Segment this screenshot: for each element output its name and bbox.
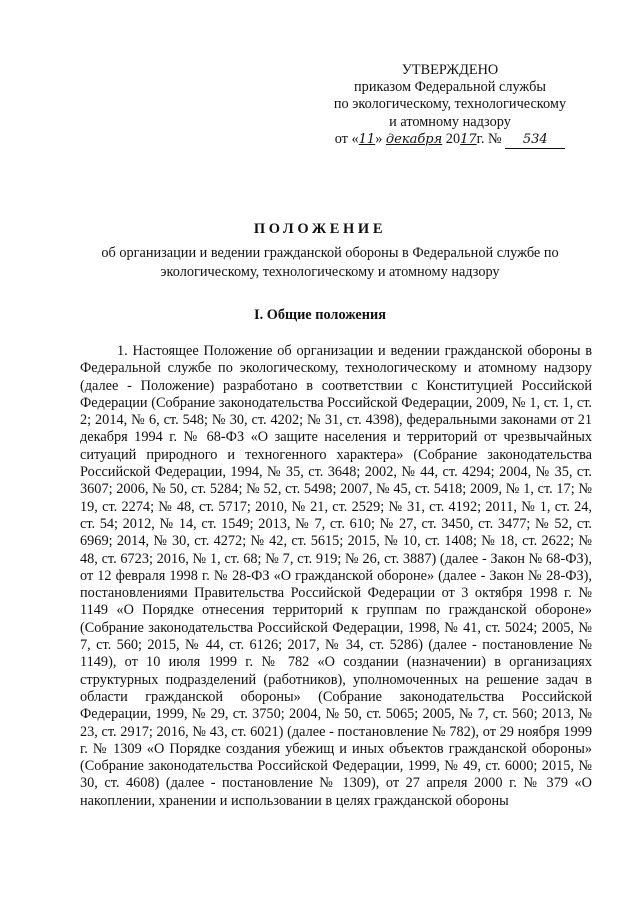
document-subtitle: об организации и ведении гражданской обороны в Федеральной службе по экологическому, технологическому и атомному надзору xyxy=(101,245,559,280)
approval-line-3: и атомному надзору xyxy=(389,113,511,130)
handwritten-year: 17 xyxy=(460,131,477,147)
date-mid: » xyxy=(375,130,386,147)
approval-date-line xyxy=(300,131,600,149)
date-prefix: от « xyxy=(334,130,359,147)
paragraph-1: 1. Настоящее Положение об организации и ведении гражданской обороны в Федеральной службе по экологическому, технологическому и атомному надзору (далее - Положение) разработано в соответствии с Конституцией Российской Федерации (Собрание законодательства Российской Федерации, 2009, № 1, ст. 1, ст. 2; 2014, № 6, ст. 548; № 30, ст. 4202; № 31, ст. 4398), федеральными законами от 21 декабря 1994 г. № 68-ФЗ «О защите населения и территорий от чрезвычайных ситуаций природного и техногенного характера» (Собрание законодательства Российской Федерации, 1994, № 35, ст. 3648; 2002, № 44, ст. 4294; 2004, № 35, ст. 3607; 2006, № 50, ст. 5284; № 52, ст. 5498; 2007, № 45, ст. 5418; 2009, № 1, ст. 17; № 19, ст. 2274; № 48, ст. 5717; 2010, № 21, ст. 2529; № 31, ст. 4192; 2011, № 1, ст. 24, ст. 54; 2012, № 14, ст. 1549; 2013, № 7, ст. 610; № 27, ст. 3450, ст. 3477; № 52, ст. 6969; 2014, № 30, ст. 4272; № 42, ст. 5615; 2015, № 10, ст. 1408; № 18, ст. 2622; № 48, ст. 6723; 2016, № 1, ст. 68; № 7, ст. 919; № 26, ст. 3887) (далее - Закон № 68-ФЗ), от 12 февраля 1998 г. № 28-ФЗ «О гражданской обороне» (далее - Закон № 28-ФЗ), постановлениями Правительства Российской Федерации от 3 октября 1998 г. № 1149 «О Порядке отнесения территорий к группам по гражданской обороне» (Собрание законодательства Российской Федерации, 1998, № 41, ст. 5024; 2005, № 7, ст. 560; 2015, № 44, ст. 6126; 2017, № 34, ст. 5286) (далее - постановление № 1149), от 10 июля 1999 г. № 782 «О создании (назначении) в организациях структурных подразделений (работников), уполномоченных на решение задач в области гражданской обороны» (Собрание законодательства Российской Федерации, 1999, № 29, ст. 3750; 2004, № 50, ст. 5065; 2005, № 7, ст. 560; 2013, № 23, ст. 2917; 2016, № 43, ст. 6021) (далее - постановление № 782), от 29 ноября 1999 г. № 1309 «О Порядке создания убежищ и иных объектов гражданской обороны» (Собрание законодательства Российской Федерации, 1999, № 49, ст. 6000; 2015, № 30, ст. 4608) (далее - постановление № 1309), от 27 апреля 2000 г. № 379 «О накоплении, хранении и использовании в целях гражданской обороны xyxy=(80,343,592,809)
year-prefix: 20 xyxy=(442,130,461,147)
approval-block xyxy=(300,62,600,149)
approval-line-2: по экологическому, технологическому xyxy=(333,96,567,113)
approval-stamp: УТВЕРЖДЕНО xyxy=(401,62,499,78)
document-title: ПОЛОЖЕНИЕ xyxy=(253,221,387,237)
section-heading: I. Общие положения xyxy=(254,307,386,323)
handwritten-day: 11 xyxy=(358,131,376,147)
handwritten-order-number: 534 xyxy=(505,131,565,149)
approval-line-1: приказом Федеральной службы xyxy=(354,79,546,96)
handwritten-month: декабря xyxy=(385,131,443,147)
year-tail: г. № xyxy=(476,130,506,147)
